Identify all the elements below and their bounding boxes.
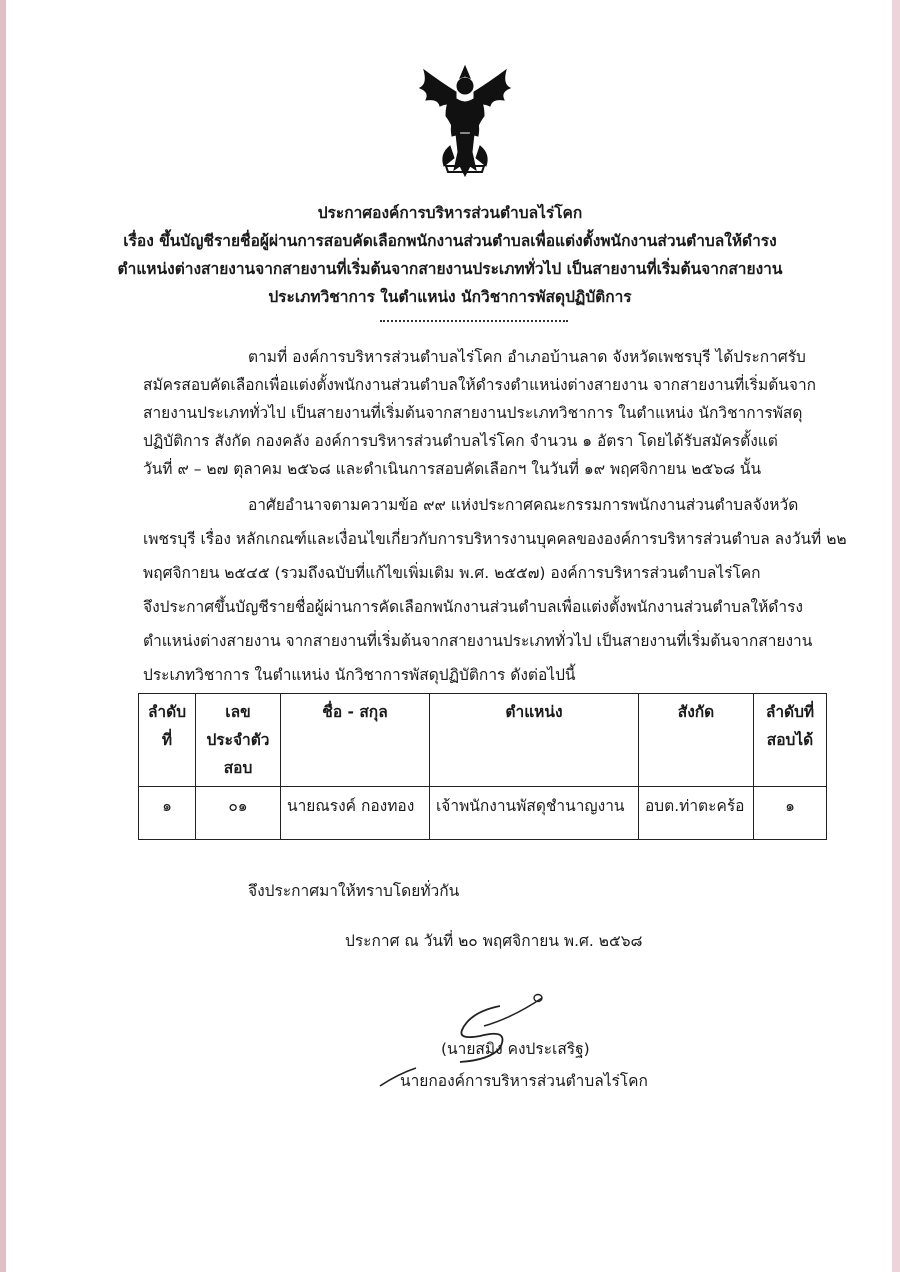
paragraph1-line-3: สายงานประเภททั่วไป เป็นสายงานที่เริ่มต้นจากสายงานประเภทวิชาการ ในตำแหน่ง นักวิชาการพัสดุ [143, 404, 803, 422]
subject-line-3: ประเภทวิชาการ ในตำแหน่ง นักวิชาการพัสดุปฏิบัติการ [268, 288, 632, 306]
page-edge-left [0, 0, 6, 1272]
cell-order: ๑ [139, 787, 196, 840]
header-text: เลข [225, 703, 251, 721]
results-table [138, 693, 827, 840]
header-text: สังกัด [677, 703, 715, 721]
paragraph2-line-4: จึงประกาศขึ้นบัญชีรายชื่อผู้ผ่านการคัดเลือกพนักงานส่วนตำบลเพื่อแต่งตั้งพนักงานส่วนตำบลให้ดำรง [143, 598, 803, 616]
cell-rank: ๑ [754, 787, 827, 840]
table-header-row [139, 694, 827, 787]
signature-stroke [378, 1062, 418, 1092]
header-rank [754, 694, 827, 787]
header-text: ชื่อ - สกุล [322, 703, 388, 721]
paragraph1-line-4: ปฏิบัติการ สังกัด กองคลัง องค์การบริหารส่วนตำบลไร่โคก จำนวน ๑ อัตรา โดยได้รับสมัครตั้งแต่ [143, 432, 778, 450]
subject-line-1: เรื่อง ขึ้นบัญชีรายชื่อผู้ผ่านการสอบคัดเลือกพนักงานส่วนตำบลเพื่อแต่งตั้งพนักงานส่วนตำบลให้ดำรง [123, 232, 777, 250]
paragraph1-line-2: สมัครสอบคัดเลือกเพื่อแต่งตั้งพนักงานส่วนตำบลให้ดำรงตำแหน่งต่างสายงาน จากสายงานที่เริ่มต้นจาก [143, 376, 817, 394]
header-text: สอบได้ [766, 731, 814, 749]
cell-name: นายณรงค์ กองทอง [281, 787, 430, 840]
page-edge-right [892, 0, 900, 1272]
header-text: ประจำตัว [206, 731, 270, 749]
cell-affiliation: อบต.ท่าตะคร้อ [639, 787, 754, 840]
paragraph2-line-1: อาศัยอำนาจตามความข้อ ๙๙ แห่งประกาศคณะกรรมการพนักงานส่วนตำบลจังหวัด [248, 496, 799, 514]
header-text: ที่ [161, 731, 173, 749]
closing-text: จึงประกาศมาให้ทราบโดยทั่วกัน [248, 882, 460, 900]
paragraph2-line-6: ประเภทวิชาการ ในตำแหน่ง นักวิชาการพัสดุปฏิบัติการ ดังต่อไปนี้ [143, 666, 576, 684]
cell-exam-id: ๐๑ [196, 787, 281, 840]
header-exam-id [196, 694, 281, 787]
paragraph2-line-3: พฤศจิกายน ๒๕๔๕ (รวมถึงฉบับที่แก้ไขเพิ่มเติม พ.ศ. ๒๕๕๗) องค์การบริหารส่วนตำบลไร่โคก [143, 564, 761, 582]
header-order [139, 694, 196, 787]
cell-position: เจ้าพนักงานพัสดุชำนาญงาน [430, 787, 639, 840]
table-row [139, 787, 827, 840]
paragraph2-line-5: ตำแหน่งต่างสายงาน จากสายงานที่เริ่มต้นจากสายงานประเภททั่วไป เป็นสายงานที่เริ่มต้นจากสายงาน [143, 632, 813, 650]
signer-title: นายกองค์การบริหารส่วนตำบลไร่โคก [400, 1072, 648, 1090]
header-text: สอบ [223, 759, 253, 777]
header-name [281, 694, 430, 787]
paragraph1-line-1: ตามที่ องค์การบริหารส่วนตำบลไร่โคก อำเภอบ้านลาด จังหวัดเพชรบุรี ได้ประกาศรับ [248, 348, 806, 366]
signer-name: (นายสมิง คงประเสริฐ) [441, 1040, 590, 1058]
header-text: ตำแหน่ง [505, 703, 563, 721]
paragraph1-line-5: วันที่ ๙ – ๒๗ ตุลาคม ๒๕๖๘ และดำเนินการสอบคัดเลือกฯ ในวันที่ ๑๙ พฤศจิกายน ๒๕๖๘ นั้น [143, 460, 762, 478]
header-text: ลำดับที่ [765, 703, 815, 721]
date-line: ประกาศ ณ วันที่ ๒๐ พฤศจิกายน พ.ศ. ๒๕๖๘ [345, 932, 643, 950]
header-position [430, 694, 639, 787]
subject-line-2: ตำแหน่งต่างสายงานจากสายงานที่เริ่มต้นจากสายงานประเภททั่วไป เป็นสายงานที่เริ่มต้นจากสายงาน [117, 260, 783, 278]
header-text: ลำดับ [147, 703, 187, 721]
announcement-title: ประกาศองค์การบริหารส่วนตำบลไร่โคก [317, 204, 583, 222]
dotted-divider [380, 320, 568, 322]
header-affiliation [639, 694, 754, 787]
garuda-emblem-icon [410, 62, 520, 182]
paragraph2-line-2: เพชรบุรี เรื่อง หลักเกณฑ์และเงื่อนไขเกี่ยวกับการบริหารงานบุคคลขององค์การบริหารส่วนตำบล ลงวันที่ ๒๒ [143, 530, 847, 548]
